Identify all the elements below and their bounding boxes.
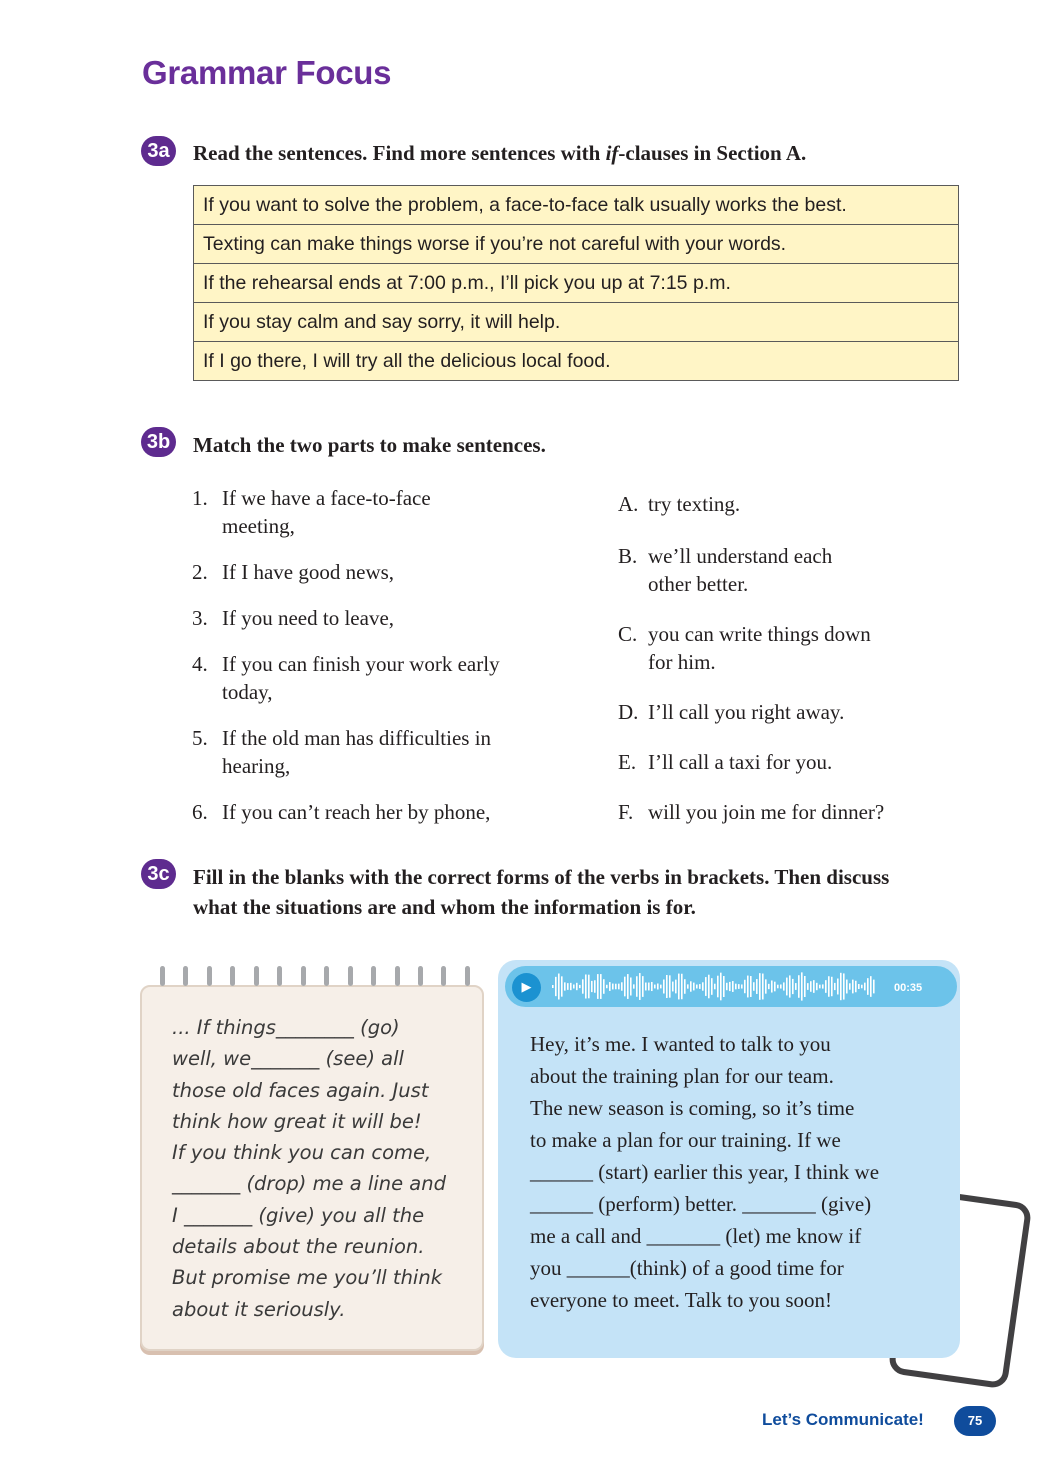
instruction-3c-line2: what the situations are and whom the information is for. <box>193 895 696 919</box>
match-item-5: 5. If the old man has difficulties in hearing, <box>192 726 492 778</box>
note-line: ... If things________ (go) <box>172 1016 400 1039</box>
spiral-ring-icon <box>207 966 212 986</box>
match-item-4: 4. If you can finish your work early today, <box>192 652 500 704</box>
match-item-2: 2. If I have good news, <box>192 560 395 584</box>
table-row <box>194 186 959 225</box>
exercise-badge-3b: 3b <box>141 427 176 457</box>
table-row <box>194 342 959 381</box>
match-item-6: 6. If you can’t reach her by phone, <box>192 800 491 824</box>
example-sentences-table <box>193 185 959 381</box>
spiral-ring-icon <box>183 966 188 986</box>
spiral-ring-icon <box>348 966 353 986</box>
message-line: everyone to meet. Talk to you soon! <box>530 1288 832 1312</box>
instruction-3a-part2: -clauses in Section A. <box>618 141 807 165</box>
table-cell: If I go there, I will try all the delicious local food. <box>194 342 959 381</box>
spiral-ring-icon <box>324 966 329 986</box>
note-line: details about the reunion. <box>172 1235 425 1259</box>
spiral-ring-icon <box>395 966 400 986</box>
play-icon[interactable]: ▶ <box>512 973 541 1002</box>
note-line: those old faces again. Just <box>172 1078 429 1102</box>
table-row <box>194 225 959 264</box>
match-option-b: B. we’ll understand each other better. <box>618 544 833 596</box>
note-line: _______ (drop) me a line and <box>172 1172 446 1196</box>
instruction-3a-part1: Read the sentences. Find more sentences with <box>193 141 606 165</box>
match-option-f: F. will you join me for dinner? <box>618 800 885 824</box>
note-line: If you think you can come, <box>172 1141 432 1165</box>
instruction-3a <box>193 138 806 168</box>
match-option-a: A. try texting. <box>618 492 741 516</box>
message-line: Hey, it’s me. I wanted to talk to you <box>530 1032 831 1056</box>
table-row <box>194 303 959 342</box>
match-option-e: E. I’ll call a taxi for you. <box>618 750 833 774</box>
note-line: well, we_______ (see) all <box>172 1047 404 1071</box>
note-text <box>172 1012 454 1325</box>
waveform-icon <box>552 970 877 1003</box>
message-line: me a call and _______ (let) me know if <box>530 1224 862 1248</box>
spiral-ring-icon <box>441 966 446 986</box>
note-line: I _______ (give) you all the <box>172 1203 425 1227</box>
audio-duration: 00:35 <box>894 982 923 994</box>
message-line: ______ (perform) better. _______ (give) <box>530 1192 872 1216</box>
message-line: ______ (start) earlier this year, I think we <box>530 1160 880 1184</box>
spiral-ring-icon <box>160 966 165 986</box>
spiral-ring-icon <box>371 966 376 986</box>
table-cell: If you want to solve the problem, a face-to-face talk usually works the best. <box>194 186 959 225</box>
page-title: Grammar Focus <box>142 54 392 91</box>
instruction-3c <box>193 862 973 922</box>
spiral-ring-icon <box>277 966 282 986</box>
match-option-c: C. you can write things down for him. <box>618 622 871 674</box>
exercise-badge-3c: 3c <box>141 859 176 889</box>
note-line: think how great it will be! <box>172 1109 422 1133</box>
message-line: The new season is coming, so it’s time <box>530 1096 855 1120</box>
match-item-3: 3. If you need to leave, <box>192 606 395 630</box>
exercise-badge-3a: 3a <box>141 136 176 166</box>
spiral-ring-icon <box>465 966 470 986</box>
message-line: to make a plan for our training. If we <box>530 1128 841 1152</box>
spiral-rings <box>160 966 470 988</box>
message-line: about the training plan for our team. <box>530 1064 834 1088</box>
spiral-ring-icon <box>254 966 259 986</box>
table-cell: If you stay calm and say sorry, it will help. <box>194 303 959 342</box>
instruction-3c-line1: Fill in the blanks with the correct forms of the verbs in brackets. Then discuss <box>193 865 890 889</box>
instruction-3a-italic: if <box>605 141 619 165</box>
table-cell: If the rehearsal ends at 7:00 p.m., I’ll pick you up at 7:15 p.m. <box>194 264 959 303</box>
spiral-ring-icon <box>418 966 423 986</box>
note-line: But promise me you’ll think <box>172 1266 443 1290</box>
note-line: about it seriously. <box>172 1297 346 1321</box>
table-row <box>194 264 959 303</box>
book-title: Let’s Communicate! <box>762 1410 924 1429</box>
instruction-3b: Match the two parts to make sentences. <box>193 433 546 457</box>
match-item-1: 1. If we have a face-to-face meeting, <box>192 486 431 538</box>
spiral-ring-icon <box>301 966 306 986</box>
page-number: 75 <box>954 1406 996 1436</box>
message-line: you ______(think) of a good time for <box>530 1256 844 1280</box>
spiral-ring-icon <box>230 966 235 986</box>
match-option-d: D. I’ll call you right away. <box>618 700 845 724</box>
voice-message-text <box>530 1028 935 1316</box>
table-cell: Texting can make things worse if you’re not careful with your words. <box>194 225 959 264</box>
